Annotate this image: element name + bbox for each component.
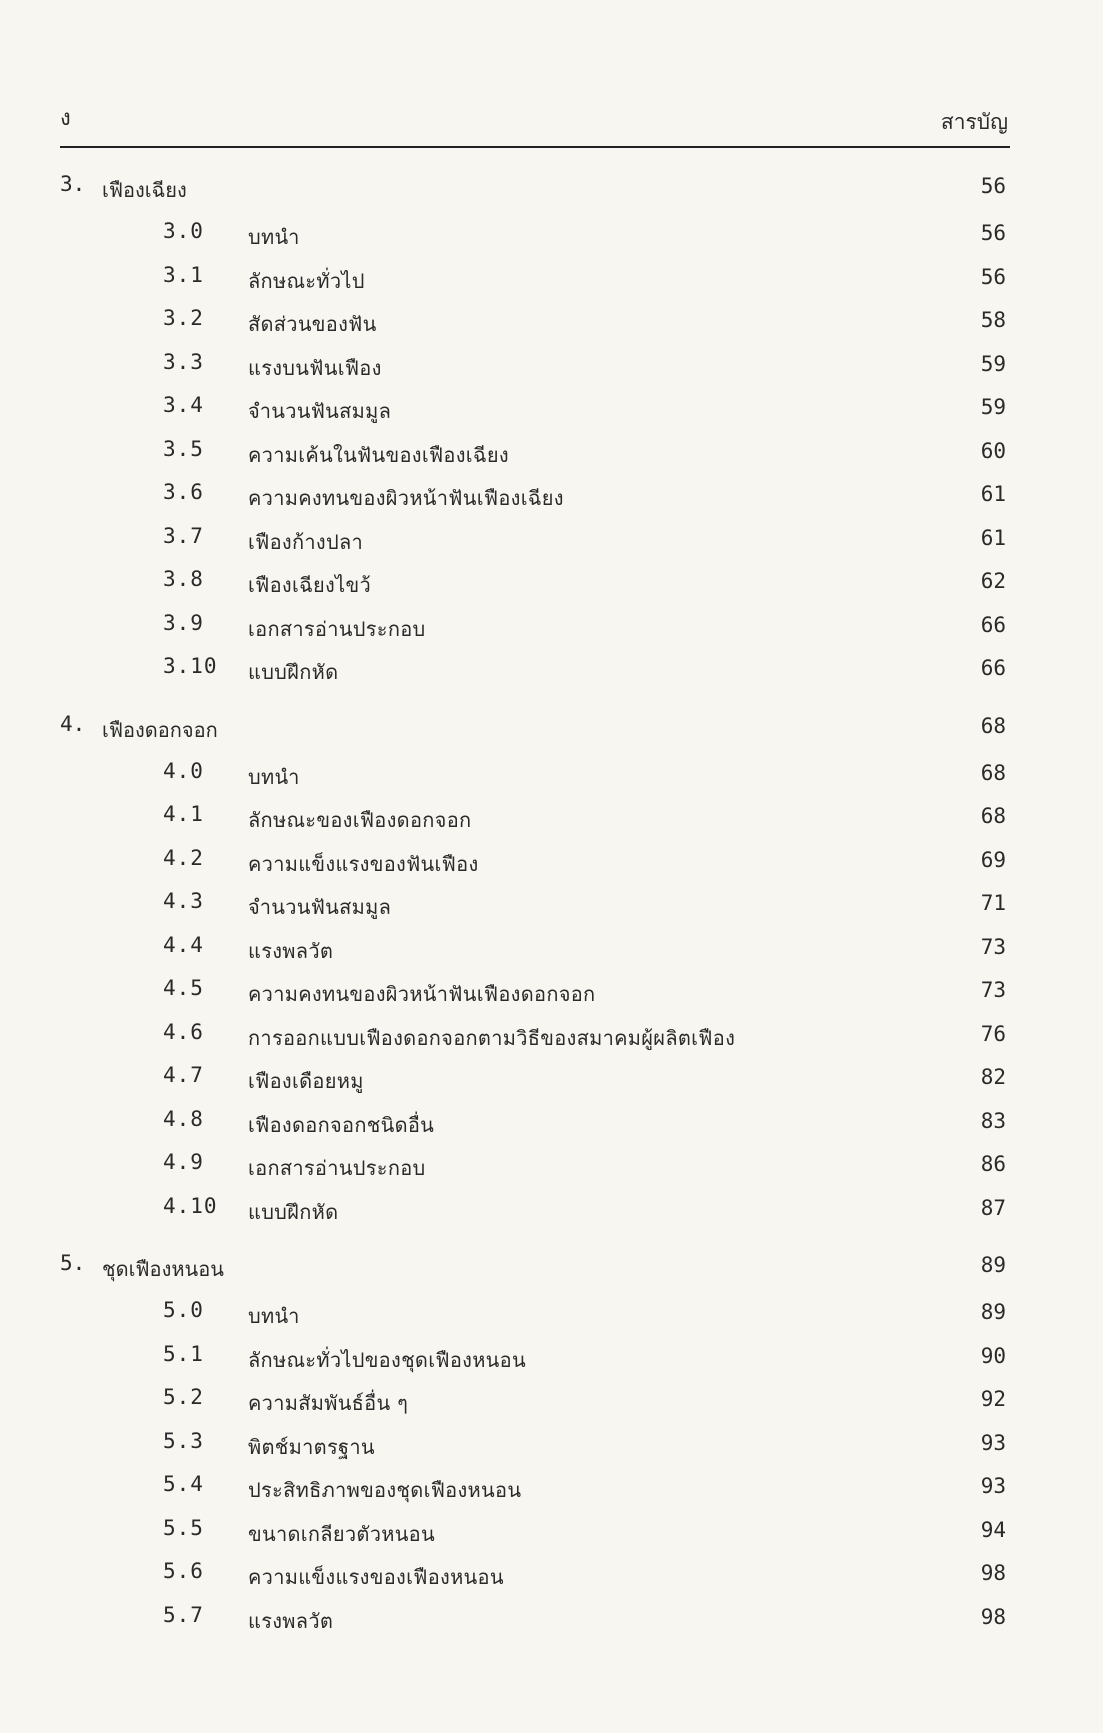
section-entry (60, 1467, 1006, 1511)
section-title: เฟืองดอกจอกชนิดอื่น (248, 1112, 435, 1137)
section-number: 3.9 (163, 610, 204, 635)
section-number: 4.2 (163, 845, 204, 870)
section-title: บทนำ (248, 1304, 300, 1328)
section-page: 59 (980, 395, 1006, 419)
page-number-label: ง (60, 106, 71, 131)
section-entry (60, 519, 1006, 563)
section-entry (60, 1554, 1006, 1598)
section-title: ความสัมพันธ์อื่น ๆ (248, 1391, 409, 1415)
chapter-entry (60, 168, 1006, 212)
section-page: 56 (980, 221, 1006, 245)
chapter-title: เฟืองดอกจอก (102, 717, 218, 742)
section-title: แรงพลวัต (248, 938, 334, 963)
section-number: 4.8 (163, 1106, 204, 1131)
section-entry (60, 1424, 1006, 1468)
section-entry (60, 606, 1006, 650)
section-list (60, 214, 1006, 693)
section-number: 5.7 (163, 1602, 204, 1627)
chapter-number: 5. (60, 1251, 86, 1275)
section-title: แรงบนฟันเฟือง (248, 355, 382, 380)
section-entry (60, 797, 1006, 841)
section-page: 94 (980, 1517, 1006, 1542)
section-page: 83 (980, 1108, 1006, 1133)
section-entry (60, 884, 1006, 928)
section-entry (60, 649, 1006, 693)
section-entry (60, 388, 1006, 432)
section-page: 58 (980, 308, 1006, 332)
section-number: 4.0 (163, 758, 204, 783)
section-number: 4.4 (163, 932, 204, 957)
section-entry (60, 1511, 1006, 1555)
section-number: 3.0 (163, 219, 204, 243)
section-title: ความเค้นในฟันของเฟืองเฉียง (248, 442, 509, 467)
section-number: 3.4 (163, 393, 204, 417)
section-page: 73 (980, 934, 1006, 959)
section-title: พิตช์มาตรฐาน (248, 1434, 375, 1459)
section-title: เอกสารอ่านประกอบ (248, 1156, 426, 1180)
section-number: 3.7 (163, 523, 204, 548)
section-title: การออกแบบเฟืองดอกจอกตามวิธีของสมาคมผู้ผลิตเฟือง (248, 1025, 736, 1050)
section-entry (60, 1015, 1006, 1059)
section-entry (60, 432, 1006, 476)
section-title: แรงพลวัต (248, 1608, 334, 1633)
section-entry (60, 928, 1006, 972)
section-page: 93 (980, 1430, 1006, 1455)
section-title: ขนาดเกลียวตัวหนอน (248, 1521, 435, 1546)
section-page: 82 (980, 1065, 1006, 1089)
section-title: จำนวนฟันสมมูล (248, 895, 392, 919)
section-page: 92 (980, 1387, 1006, 1411)
section-number: 5.4 (163, 1472, 204, 1496)
section-entry (60, 971, 1006, 1015)
section-number: 4.10 (163, 1193, 218, 1218)
section-entry (60, 475, 1006, 519)
section-page: 68 (980, 760, 1006, 785)
chapter-title: ชุดเฟืองหนอน (102, 1257, 224, 1281)
section-entry (60, 1189, 1006, 1233)
section-page: 61 (980, 482, 1006, 506)
chapter-number: 3. (60, 172, 86, 196)
chapter-page: 56 (980, 174, 1006, 198)
section-entry (60, 301, 1006, 345)
section-page: 66 (980, 612, 1006, 637)
section-title: ความคงทนของผิวหน้าฟันเฟืองเฉียง (248, 486, 564, 510)
section-title: ความแข็งแรงของฟันเฟือง (248, 851, 479, 876)
section-title: แบบฝึกหัด (248, 660, 339, 684)
section-page: 61 (980, 525, 1006, 550)
section-page: 60 (980, 438, 1006, 463)
section-number: 3.6 (163, 480, 204, 504)
section-number: 4.5 (163, 976, 204, 1000)
section-number: 4.9 (163, 1150, 204, 1174)
section-title: สัดส่วนของฟัน (248, 312, 377, 336)
section-page: 90 (980, 1343, 1006, 1368)
section-entry (60, 1380, 1006, 1424)
section-list (60, 1293, 1006, 1641)
section-title: บทนำ (248, 225, 300, 249)
section-page: 68 (980, 804, 1006, 828)
section-page: 66 (980, 656, 1006, 680)
section-entry (60, 841, 1006, 885)
section-number: 3.10 (163, 654, 218, 678)
section-page: 69 (980, 847, 1006, 872)
section-number: 3.5 (163, 436, 204, 461)
section-title: ลักษณะของเฟืองดอกจอก (248, 808, 472, 832)
section-page: 59 (980, 351, 1006, 376)
chapter-title: เฟืองเฉียง (102, 178, 187, 202)
chapter-number: 4. (60, 711, 86, 736)
section-entry (60, 345, 1006, 389)
section-number: 3.3 (163, 349, 204, 374)
section-number: 5.3 (163, 1428, 204, 1453)
section-number: 3.8 (163, 567, 204, 591)
section-number: 4.6 (163, 1019, 204, 1044)
section-title: ความคงทนของผิวหน้าฟันเฟืองดอกจอก (248, 982, 596, 1006)
section-number: 5.5 (163, 1515, 204, 1540)
section-title: บทนำ (248, 764, 300, 789)
section-number: 5.2 (163, 1385, 204, 1409)
section-number: 3.2 (163, 306, 204, 330)
section-number: 4.7 (163, 1063, 204, 1087)
section-page: 76 (980, 1021, 1006, 1046)
section-page: 86 (980, 1152, 1006, 1176)
section-page: 98 (980, 1561, 1006, 1585)
section-entry (60, 754, 1006, 798)
section-title: เฟืองเดือยหมู (248, 1069, 364, 1093)
section-number: 4.1 (163, 802, 204, 826)
section-page: 62 (980, 569, 1006, 593)
section-title: ประสิทธิภาพของชุดเฟืองหนอน (248, 1478, 522, 1502)
section-number: 4.3 (163, 889, 204, 913)
section-title: ความแข็งแรงของเฟืองหนอน (248, 1565, 504, 1589)
header-rule (60, 146, 1010, 148)
section-title: ลักษณะทั่วไปของชุดเฟืองหนอน (248, 1347, 526, 1372)
section-list (60, 754, 1006, 1233)
table-of-contents (60, 168, 1006, 1641)
section-entry (60, 1145, 1006, 1189)
section-page: 98 (980, 1604, 1006, 1629)
section-entry (60, 562, 1006, 606)
section-title: ลักษณะทั่วไป (248, 268, 365, 293)
section-title: เฟืองก้างปลา (248, 529, 364, 554)
page-title: สารบัญ (940, 110, 1008, 134)
section-title: เฟืองเฉียงไขว้ (248, 573, 371, 597)
section-title: จำนวนฟันสมมูล (248, 399, 392, 423)
chapter-page: 89 (980, 1253, 1006, 1277)
section-page: 89 (980, 1300, 1006, 1324)
section-page: 93 (980, 1474, 1006, 1498)
section-number: 5.1 (163, 1341, 204, 1366)
section-page: 87 (980, 1195, 1006, 1220)
section-page: 73 (980, 978, 1006, 1002)
chapter-entry (60, 1247, 1006, 1291)
section-page: 71 (980, 891, 1006, 915)
section-entry (60, 1102, 1006, 1146)
section-number: 3.1 (163, 262, 204, 287)
section-title: แบบฝึกหัด (248, 1199, 339, 1224)
section-entry (60, 1337, 1006, 1381)
section-page: 56 (980, 264, 1006, 289)
chapter-entry (60, 708, 1006, 752)
section-entry (60, 1293, 1006, 1337)
section-number: 5.6 (163, 1559, 204, 1583)
section-entry (60, 1598, 1006, 1642)
section-number: 5.0 (163, 1298, 204, 1322)
section-entry (60, 214, 1006, 258)
section-entry (60, 1058, 1006, 1102)
section-title: เอกสารอ่านประกอบ (248, 616, 426, 641)
section-entry (60, 258, 1006, 302)
chapter-page: 68 (980, 713, 1006, 738)
